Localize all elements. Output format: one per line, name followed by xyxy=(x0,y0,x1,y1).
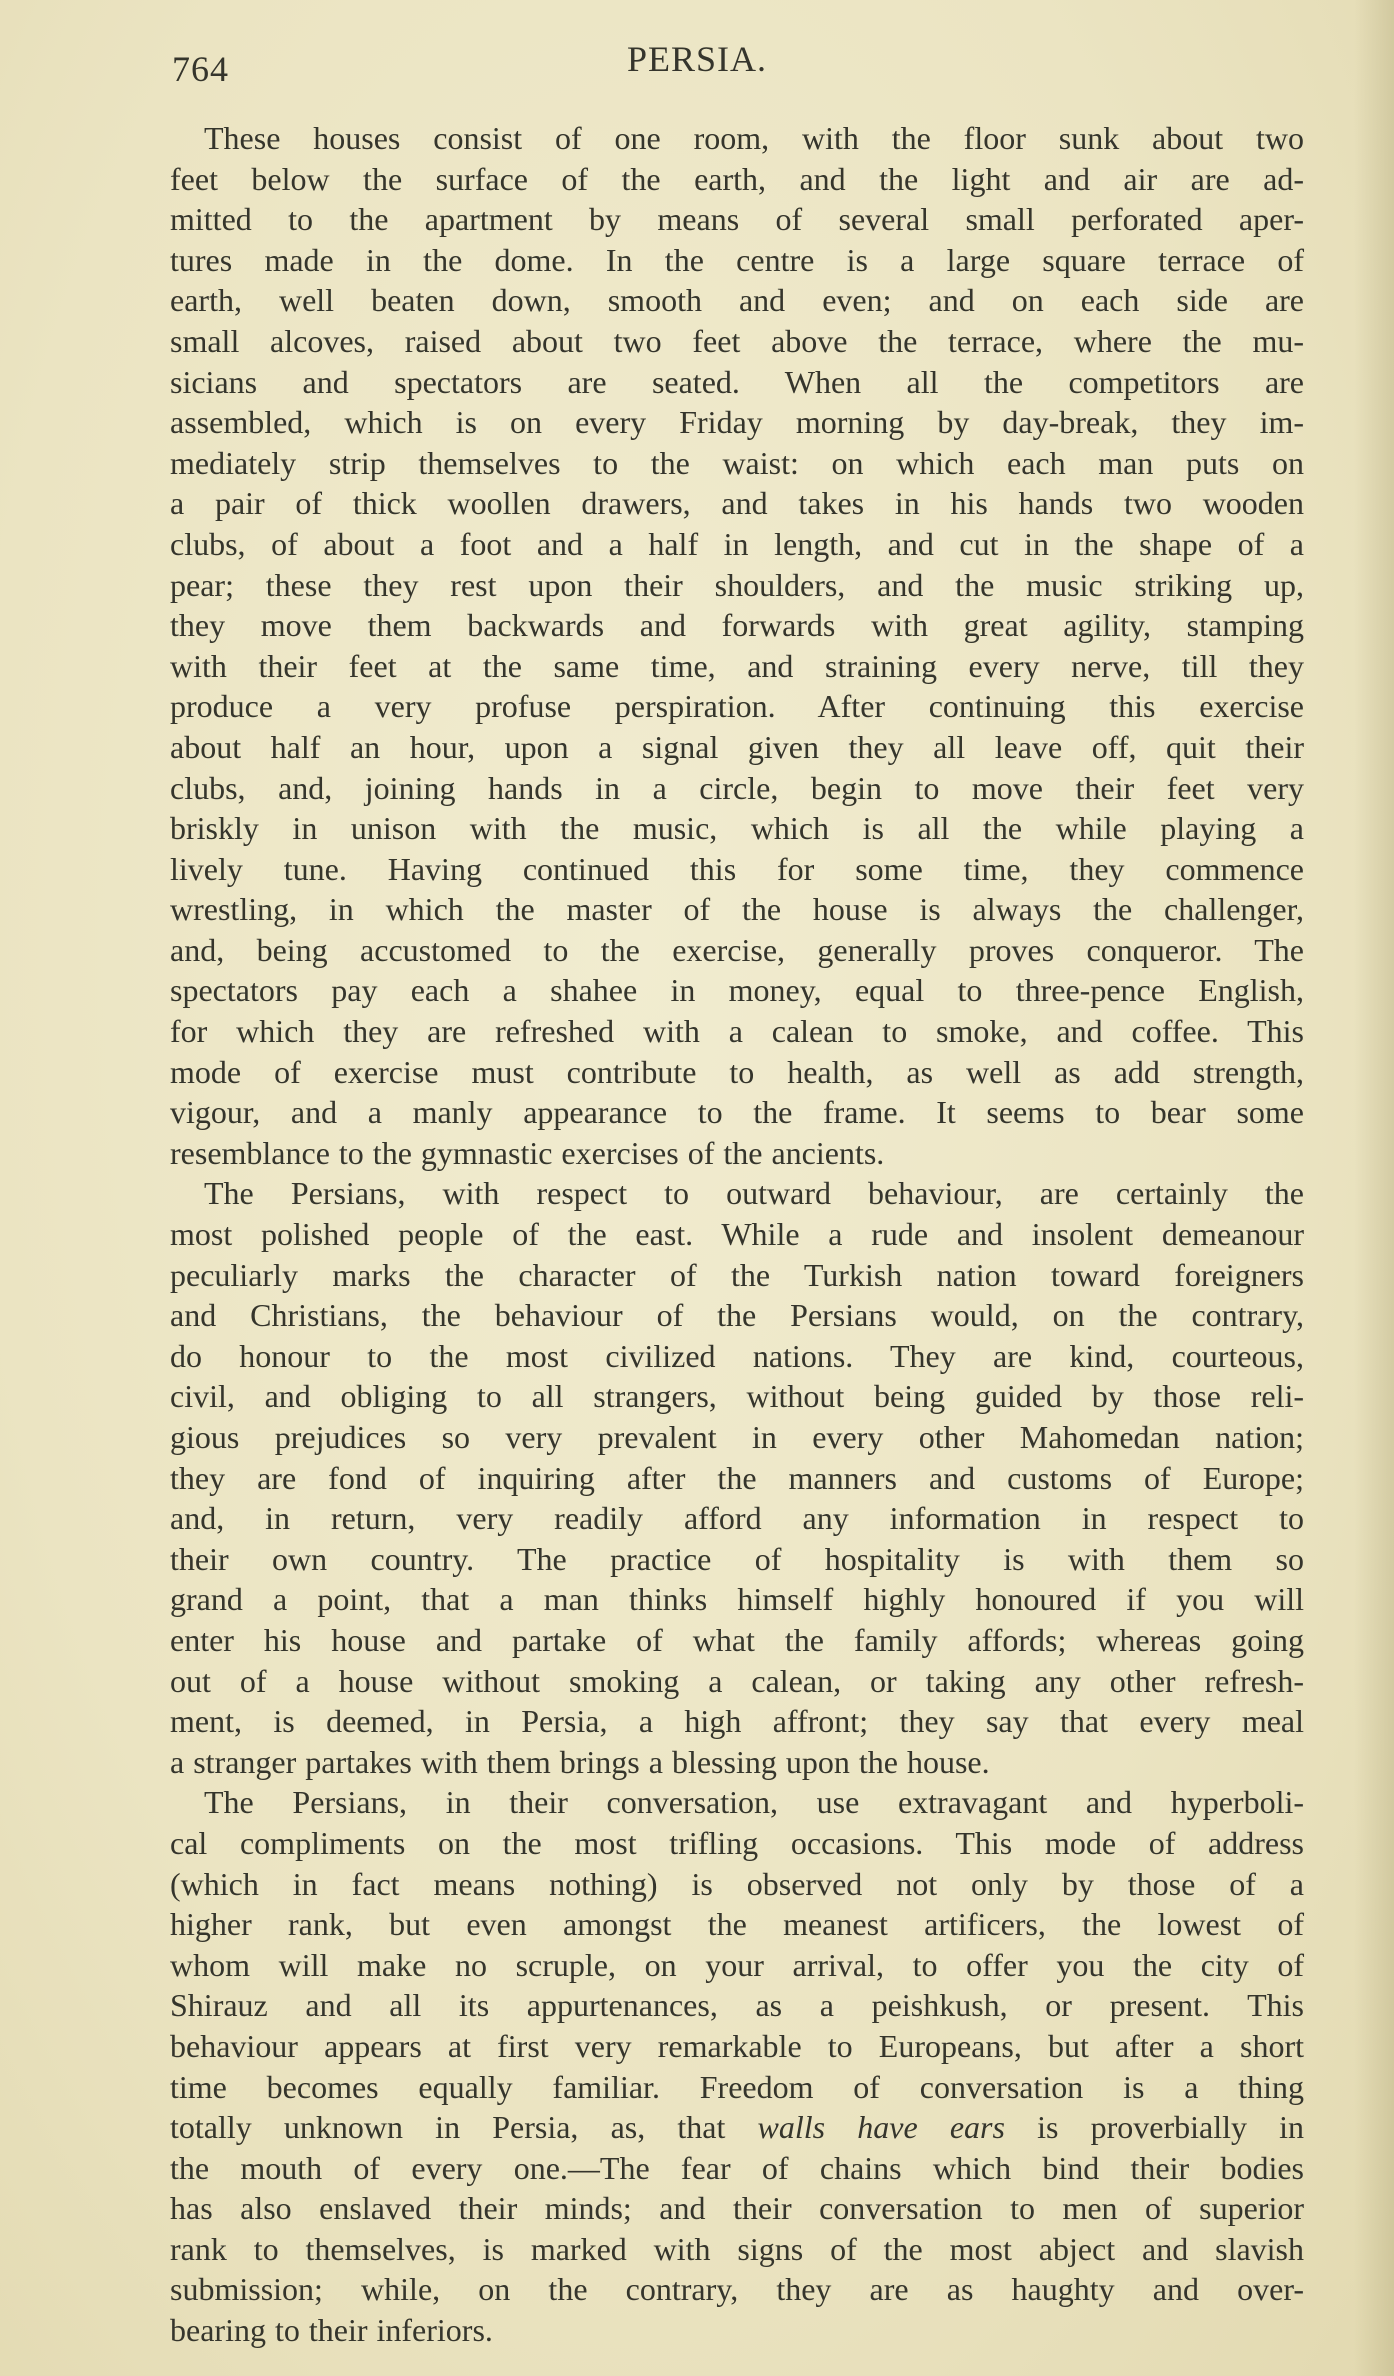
text-line xyxy=(170,362,1304,403)
text-segment: submission; while, on the contrary, they are as haughty and over- xyxy=(170,2271,1304,2308)
text-line xyxy=(170,1539,1304,1580)
text-line xyxy=(170,1742,1304,1783)
text-line xyxy=(170,1458,1304,1499)
page-edge-shadow xyxy=(1354,0,1394,2376)
text-segment: and Christians, the behaviour of the Persians would, on the contrary, xyxy=(170,1297,1304,1334)
text-segment: mediately strip themselves to the waist: on which each man puts on xyxy=(170,444,1304,481)
text-segment: earth, well beaten down, smooth and even; and on each side are xyxy=(170,282,1304,319)
text-line xyxy=(170,727,1304,768)
text-segment: gious prejudices so very prevalent in every other Mahomedan nation; xyxy=(170,1419,1304,1455)
text-line xyxy=(170,889,1304,930)
text-line xyxy=(170,1214,1304,1255)
text-line xyxy=(170,321,1304,362)
text-segment: about half an hour, upon a signal given they all leave off, quit their xyxy=(170,728,1304,765)
text-line xyxy=(170,1782,1304,1823)
text-line xyxy=(170,565,1304,606)
text-line xyxy=(170,1620,1304,1661)
text-line xyxy=(170,2269,1304,2310)
text-segment: mitted to the apartment by means of several small perforated aper- xyxy=(170,201,1304,238)
text-line xyxy=(170,1579,1304,1620)
text-line xyxy=(170,280,1304,321)
text-line xyxy=(170,849,1304,890)
text-segment: produce a very profuse perspiration. After continuing this exercise xyxy=(170,688,1304,725)
text-line xyxy=(170,1255,1304,1296)
text-segment: time becomes equally familiar. Freedom of conversation is a thing xyxy=(170,2068,1304,2105)
text-segment: resemblance to the gymnastic exercises of the ancients. xyxy=(170,1134,885,1171)
italic-phrase: walls have ears xyxy=(757,2109,1005,2146)
text-line xyxy=(170,1052,1304,1093)
text-segment: pear; these they rest upon their shoulders, and the music striking up, xyxy=(170,566,1304,603)
text-line xyxy=(170,1823,1304,1864)
text-line xyxy=(170,2188,1304,2229)
text-segment: The Persians, with respect to outward behaviour, are certainly the xyxy=(204,1175,1304,1212)
text-line xyxy=(170,605,1304,646)
text-segment: clubs, and, joining hands in a circle, begin to move their feet very xyxy=(170,769,1304,806)
text-segment: and, in return, very readily afford any information in respect to xyxy=(170,1500,1304,1537)
text-line xyxy=(170,1417,1304,1458)
text-segment: is proverbially in xyxy=(1004,2109,1305,2146)
text-line xyxy=(170,2026,1304,2067)
text-line xyxy=(170,930,1304,971)
text-segment: peculiarly marks the character of the Turkish nation toward foreigners xyxy=(170,1256,1304,1293)
text-line xyxy=(170,646,1304,687)
text-segment: These houses consist of one room, with the floor sunk about two xyxy=(204,120,1304,156)
text-segment: assembled, which is on every Friday morning by day-break, they im- xyxy=(170,404,1304,441)
text-line xyxy=(170,483,1304,524)
text-line xyxy=(170,1498,1304,1539)
text-segment: rank to themselves, is marked with signs of the most abject and slavish xyxy=(170,2230,1304,2267)
text-line xyxy=(170,1904,1304,1945)
text-line xyxy=(170,2148,1304,2189)
text-line xyxy=(170,1092,1304,1133)
text-line xyxy=(170,808,1304,849)
text-segment: ment, is deemed, in Persia, a high affront; they say that every meal xyxy=(170,1703,1304,1740)
body-text xyxy=(170,118,1304,2351)
text-segment: a stranger partakes with them brings a blessing upon the house. xyxy=(170,1743,990,1780)
text-segment: mode of exercise must contribute to health, as well as add strength, xyxy=(170,1053,1304,1090)
text-segment: grand a point, that a man thinks himself highly honoured if you will xyxy=(170,1581,1304,1618)
text-line xyxy=(170,443,1304,484)
text-line xyxy=(170,2310,1304,2351)
text-line xyxy=(170,1985,1304,2026)
text-segment: (which in fact means nothing) is observed not only by those of a xyxy=(170,1865,1304,1902)
text-segment: tures made in the dome. In the centre is a large square terrace of xyxy=(170,241,1304,278)
text-segment: clubs, of about a foot and a half in length, and cut in the shape of a xyxy=(170,525,1304,562)
text-segment: enter his house and partake of what the family affords; whereas going xyxy=(170,1621,1304,1658)
page-number: 764 xyxy=(172,49,229,89)
text-line xyxy=(170,2107,1304,2148)
text-line xyxy=(170,118,1304,159)
text-line xyxy=(170,1701,1304,1742)
text-segment: higher rank, but even amongst the meanest artificers, the lowest of xyxy=(170,1906,1304,1943)
text-line xyxy=(170,1945,1304,1986)
text-segment: Shirauz and all its appurtenances, as a peishkush, or present. This xyxy=(170,1987,1304,2024)
text-line xyxy=(170,402,1304,443)
text-segment: cal compliments on the most trifling occasions. This mode of address xyxy=(170,1824,1304,1861)
text-line xyxy=(170,2229,1304,2270)
text-line xyxy=(170,1173,1304,1214)
text-line xyxy=(170,2067,1304,2108)
text-line xyxy=(170,686,1304,727)
text-segment: behaviour appears at first very remarkable to Europeans, but after a short xyxy=(170,2027,1304,2064)
text-segment: most polished people of the east. While a rude and insolent demeanour xyxy=(170,1216,1304,1253)
text-segment: feet below the surface of the earth, and the light and air are ad- xyxy=(170,160,1304,197)
text-segment: lively tune. Having continued this for some time, they commence xyxy=(170,850,1304,887)
text-segment: totally unknown in Persia, as, that xyxy=(170,2109,758,2146)
text-line xyxy=(170,1295,1304,1336)
text-segment: for which they are refreshed with a calean to smoke, and coffee. This xyxy=(170,1013,1304,1050)
text-segment: sicians and spectators are seated. When all the competitors are xyxy=(170,363,1304,400)
text-segment: has also enslaved their minds; and their conversation to men of superior xyxy=(170,2190,1304,2227)
text-segment: bearing to their inferiors. xyxy=(170,2312,493,2349)
text-line xyxy=(170,768,1304,809)
text-line xyxy=(170,1864,1304,1905)
text-segment: civil, and obliging to all strangers, without being guided by those reli- xyxy=(170,1378,1304,1415)
text-segment: a pair of thick woollen drawers, and takes in his hands two wooden xyxy=(170,485,1304,522)
text-segment: they move them backwards and forwards with great agility, stamping xyxy=(170,607,1304,644)
text-line xyxy=(170,1336,1304,1377)
text-segment: their own country. The practice of hospitality is with them so xyxy=(170,1540,1304,1577)
text-segment: spectators pay each a shahee in money, equal to three-pence English, xyxy=(170,972,1304,1009)
text-line xyxy=(170,1011,1304,1052)
text-line xyxy=(170,159,1304,200)
text-segment: wrestling, in which the master of the house is always the challenger, xyxy=(170,891,1304,928)
text-segment: The Persians, in their conversation, use extravagant and hyperboli- xyxy=(204,1784,1304,1821)
text-segment: small alcoves, raised about two feet above the terrace, where the mu- xyxy=(170,322,1304,359)
text-segment: they are fond of inquiring after the manners and customs of Europe; xyxy=(170,1459,1304,1496)
text-line xyxy=(170,1133,1304,1174)
text-segment: out of a house without smoking a calean, or taking any other refresh- xyxy=(170,1662,1304,1699)
text-segment: whom will make no scruple, on your arrival, to offer you the city of xyxy=(170,1946,1304,1983)
text-line xyxy=(170,240,1304,281)
text-segment: do honour to the most civilized nations. They are kind, courteous, xyxy=(170,1337,1304,1374)
running-head: PERSIA. xyxy=(626,39,768,79)
text-line xyxy=(170,199,1304,240)
text-segment: and, being accustomed to the exercise, generally proves conqueror. The xyxy=(170,931,1304,968)
text-segment: with their feet at the same time, and straining every nerve, till they xyxy=(170,647,1304,684)
text-line xyxy=(170,1376,1304,1417)
text-line xyxy=(170,1661,1304,1702)
text-line xyxy=(170,970,1304,1011)
text-segment: briskly in unison with the music, which is all the while playing a xyxy=(170,810,1304,847)
text-segment: vigour, and a manly appearance to the frame. It seems to bear some xyxy=(170,1094,1304,1131)
text-line xyxy=(170,524,1304,565)
text-segment: the mouth of every one.—The fear of chains which bind their bodies xyxy=(170,2149,1304,2186)
